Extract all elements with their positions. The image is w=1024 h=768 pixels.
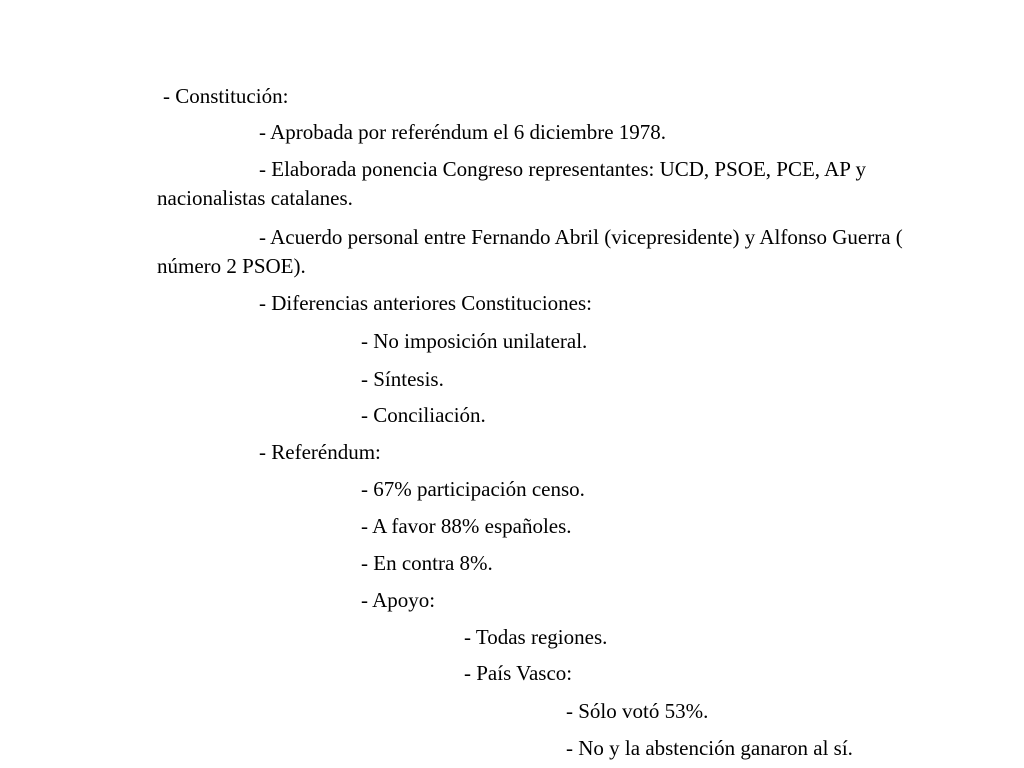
subitem-apoyo: - Apoyo:	[361, 588, 436, 612]
subitem-no-imposicion: - No imposición unilateral.	[361, 329, 588, 353]
detail-abstencion: - No y la abstención ganaron al sí.	[566, 736, 853, 760]
item-aprobada: - Aprobada por referéndum el 6 diciembre 1978.	[259, 120, 667, 144]
heading-constitucion: - Constitución:	[163, 84, 289, 108]
item-elaborada: - Elaborada ponencia Congreso representantes: UCD, PSOE, PCE, AP y nacionalistas catalanes.	[157, 157, 866, 210]
subsubitem-todas-regiones: - Todas regiones.	[464, 625, 608, 649]
item-referendum: - Referéndum:	[259, 440, 381, 464]
subitem-conciliacion: - Conciliación.	[361, 403, 486, 427]
subitem-sintesis: - Síntesis.	[361, 367, 444, 391]
detail-solo-voto: - Sólo votó 53%.	[566, 699, 709, 723]
item-acuerdo: - Acuerdo personal entre Fernando Abril (vicepresidente) y Alfonso Guerra ( número 2 PSOE).	[157, 225, 903, 278]
subsubitem-pais-vasco: - País Vasco:	[464, 661, 573, 685]
subitem-participacion: - 67% participación censo.	[361, 477, 585, 501]
subitem-en-contra: - En contra 8%.	[361, 551, 493, 575]
item-diferencias: - Diferencias anteriores Constituciones:	[259, 291, 592, 315]
subitem-a-favor: - A favor 88% españoles.	[361, 514, 572, 538]
